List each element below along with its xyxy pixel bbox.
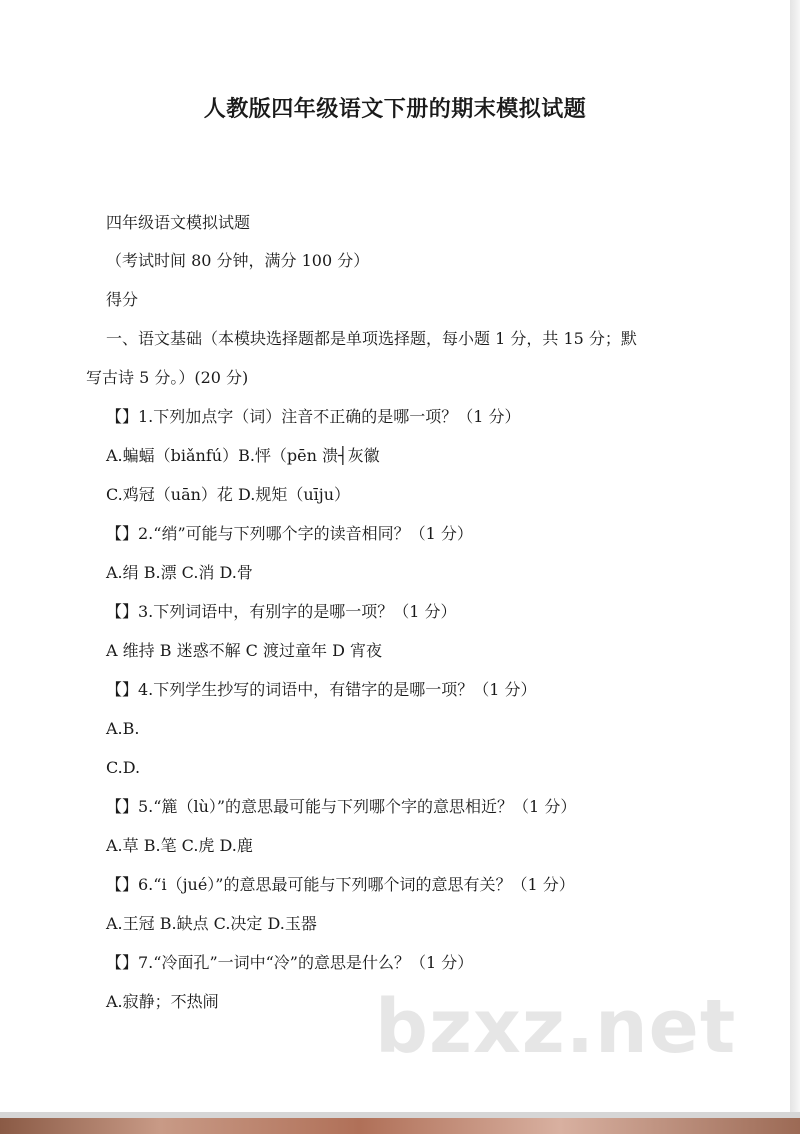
text-line: 四年级语文模拟试题 (106, 213, 251, 232)
question-line: 【】3.下列词语中，有别字的是哪一项？（1 分） (106, 602, 457, 621)
answer-line: A 维持 B 迷惑不解 C 渡过童年 D 宵夜 (106, 641, 382, 660)
answer-line: A.蝙蝠（biǎnfú）B.怦（pēn 溃┤灰徽 (106, 446, 380, 465)
answer-line: A.寂静；不热闹 (106, 992, 219, 1011)
text-line: 一、语文基础（本模块选择题都是单项选择题，每小题 1 分，共 15 分；默 (106, 329, 637, 348)
page-edge-shadow (790, 0, 800, 1118)
answer-line: C.D. (106, 758, 141, 777)
question-line: 【】7.“冷面孔”一词中“冷”的意思是什么？（1 分） (106, 953, 474, 972)
text-line: 写古诗 5 分。）(20 分) (86, 368, 249, 387)
text-line: （考试时间 80 分钟，满分 100 分） (106, 251, 370, 270)
question-line: 【】5.“簏（lù）”的意思最可能与下列哪个字的意思相近？（1 分） (106, 797, 577, 816)
answer-line: A.B. (106, 719, 140, 738)
question-line: 【】6.“i（jué）”的意思最可能与下列哪个词的意思有关？（1 分） (106, 875, 575, 894)
document-title: 人教版四年级语文下册的期末模拟试题 (203, 97, 587, 122)
watermark: bzxz.net (375, 984, 737, 1070)
question-line: 【】2.“绡”可能与下列哪个字的读音相同？（1 分） (106, 524, 473, 543)
background-strip (0, 1118, 800, 1134)
answer-line: A.王冠 B.缺点 C.决定 D.玉器 (106, 914, 317, 933)
answer-line: A.绢 B.漂 C.消 D.骨 (106, 563, 253, 582)
text-line: 得分 (106, 290, 139, 309)
answer-line: A.草 B.笔 C.虎 D.鹿 (106, 836, 253, 855)
question-line: 【】4.下列学生抄写的词语中，有错字的是哪一项？（1 分） (106, 680, 537, 699)
question-line: 【】1.下列加点字（词）注音不正确的是哪一项？（1 分） (106, 407, 521, 426)
answer-line: C.鸡冠（uān）花 D.规矩（uīju） (106, 485, 351, 504)
